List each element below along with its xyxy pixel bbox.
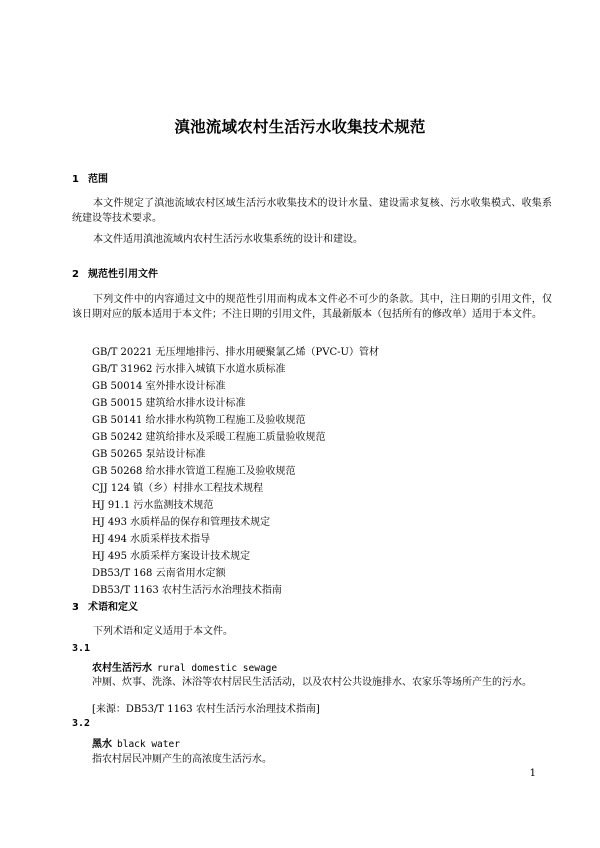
term-title bbox=[92, 659, 277, 674]
reference-item: HJ 91.1 污水监测技术规范 bbox=[92, 500, 214, 511]
section-number: 2 bbox=[72, 269, 79, 280]
reference-item: GB/T 20221 无压埋地排污、排水用硬聚氯乙烯（PVC-U）管材 bbox=[92, 347, 379, 358]
paragraph-scope-2: 本文件适用滇池流域内农村生活污水收集系统的设计和建设。 bbox=[93, 234, 363, 245]
term-definition: 指农村居民冲厕产生的高浓度生活污水。 bbox=[92, 754, 272, 765]
section-heading-normative-references bbox=[72, 265, 158, 280]
reference-item: GB/T 31962 污水排入城镇下水道水质标准 bbox=[92, 364, 286, 375]
section-heading-terms bbox=[72, 598, 138, 613]
paragraph-scope-1: 本文件规定了滇池流域农村区域生活污水收集技术的设计水量、建设需求复核、污水收集模式、收集系统建设等技术要求。 bbox=[72, 198, 552, 224]
section-number: 3 bbox=[72, 602, 79, 613]
page-title: 滇池流域农村生活污水收集技术规范 bbox=[174, 118, 426, 136]
reference-item: GB 50014 室外排水设计标准 bbox=[92, 381, 226, 392]
page-number: 1 bbox=[529, 768, 536, 779]
reference-item: DB53/T 1163 农村生活污水治理技术指南 bbox=[92, 585, 282, 596]
term-chinese: 黑水 bbox=[92, 739, 112, 750]
reference-item: HJ 494 水质采样技术指导 bbox=[92, 534, 211, 545]
term-english: black water bbox=[117, 739, 180, 750]
reference-item: CJJ 124 镇（乡）村排水工程技术规程 bbox=[92, 483, 264, 494]
reference-list bbox=[92, 344, 379, 599]
reference-item: GB 50242 建筑给排水及采暖工程施工质量验收规范 bbox=[92, 432, 326, 443]
reference-item: HJ 493 水质样品的保存和管理技术规定 bbox=[92, 517, 271, 528]
term-title bbox=[92, 735, 180, 750]
reference-item: GB 50265 泵站设计标准 bbox=[92, 449, 206, 460]
section-heading-scope bbox=[72, 170, 108, 185]
section-title: 规范性引用文件 bbox=[88, 269, 158, 280]
term-definition: 冲厕、炊事、洗涤、沐浴等农村居民生活活动，以及农村公共设施排水、农家乐等场所产生的污水。 bbox=[92, 677, 532, 688]
term-number: 3.1 bbox=[72, 643, 91, 654]
section-title: 范围 bbox=[88, 174, 108, 185]
paragraph-terms-intro: 下列术语和定义适用于本文件。 bbox=[93, 626, 233, 637]
section-title: 术语和定义 bbox=[88, 602, 138, 613]
paragraph-references-intro: 下列文件中的内容通过文中的规范性引用而构成本文件必不可少的条款。其中，注日期的引用文件，仅该日期对应的版本适用于本文件；不注日期的引用文件，其最新版本（包括所有的修改单）适用于本文件。 bbox=[72, 294, 552, 320]
reference-item: DB53/T 168 云南省用水定额 bbox=[92, 568, 226, 579]
term-number: 3.2 bbox=[72, 718, 91, 729]
reference-item: GB 50268 给水排水管道工程施工及验收规范 bbox=[92, 466, 296, 477]
reference-item: GB 50015 建筑给水排水设计标准 bbox=[92, 398, 246, 409]
term-chinese: 农村生活污水 bbox=[92, 663, 152, 674]
reference-item: GB 50141 给水排水构筑物工程施工及验收规范 bbox=[92, 415, 306, 426]
reference-item: HJ 495 水质采样方案设计技术规定 bbox=[92, 551, 251, 562]
section-number: 1 bbox=[72, 174, 79, 185]
term-source: [来源：DB53/T 1163 农村生活污水治理技术指南] bbox=[92, 704, 320, 715]
term-english: rural domestic sewage bbox=[157, 663, 278, 674]
